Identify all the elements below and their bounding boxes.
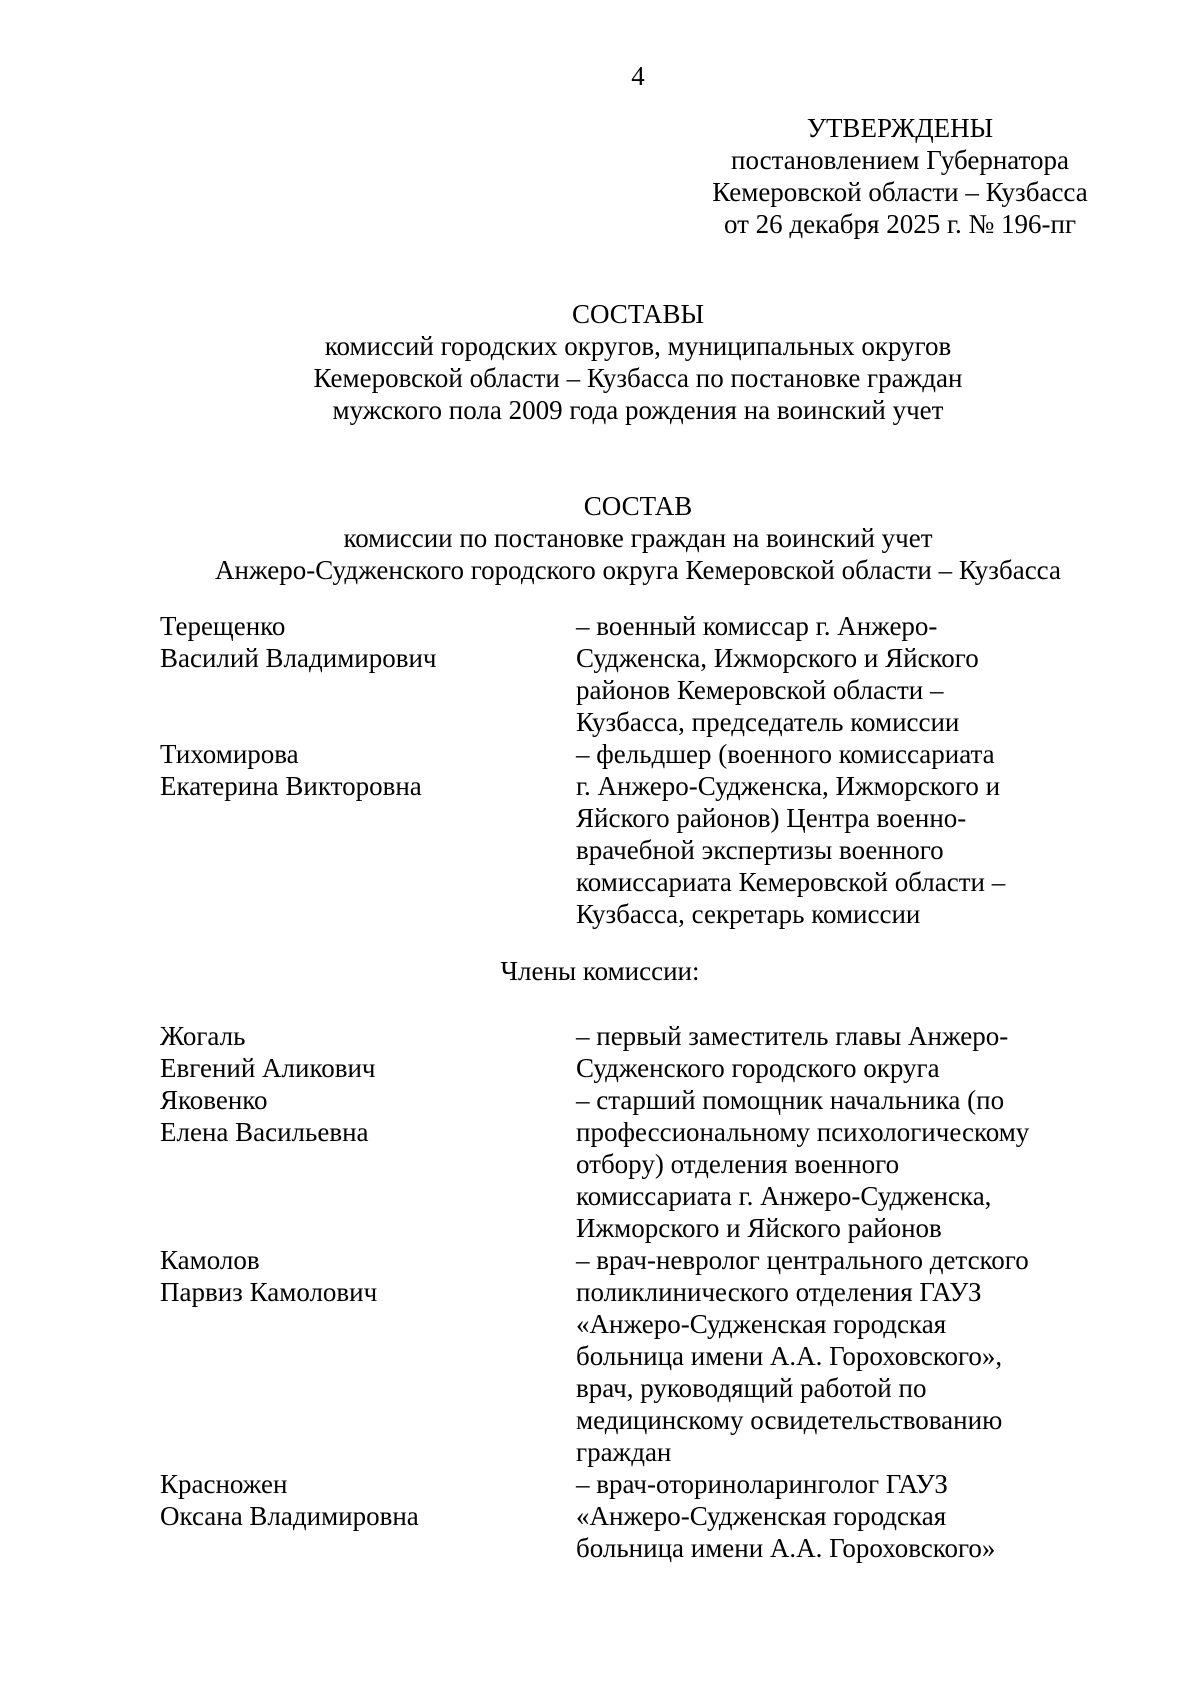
- member-entry: [160, 1020, 1060, 1084]
- approval-line: постановлением Губернатора: [731, 145, 1069, 175]
- role-line: больница имени А.А. Гороховского»: [576, 1533, 996, 1563]
- member-name: [160, 1468, 576, 1564]
- role-line: – военный комиссар г. Анжеро-: [576, 611, 938, 641]
- role-line: комиссариата Кемеровской области –: [576, 867, 1006, 897]
- role-line: поликлинического отделения ГАУЗ: [576, 1277, 982, 1307]
- title-line: комиссий городских округов, муниципальных округов: [324, 331, 952, 361]
- role-line: врач, руководящий работой по: [576, 1373, 927, 1403]
- role-line: районов Кемеровской области –: [576, 675, 944, 705]
- section-title-line: комиссии по постановке граждан на воинский учет: [343, 523, 933, 553]
- approval-line: Кемеровской области – Кузбасса: [712, 177, 1088, 207]
- role-line: «Анжеро-Судженская городская: [576, 1309, 947, 1339]
- title-line: СОСТАВЫ: [571, 299, 705, 329]
- member-name: [160, 1020, 576, 1084]
- role-line: – старший помощник начальника (по: [576, 1085, 1005, 1115]
- role-line: «Анжеро-Судженская городская: [576, 1501, 947, 1531]
- member-given-names: Оксана Владимировна: [160, 1501, 419, 1531]
- member-name: [160, 1244, 576, 1468]
- member-given-names: Василий Владимирович: [160, 643, 437, 673]
- member-surname: Жогаль: [160, 1021, 246, 1051]
- member-role: [576, 1020, 1056, 1084]
- member-entry: [160, 1244, 1060, 1468]
- member-surname: Красножен: [160, 1469, 288, 1499]
- role-line: – врач-невролог центрального детского: [576, 1245, 1029, 1275]
- title-line: мужского пола 2009 года рождения на воинский учет: [332, 395, 944, 425]
- role-line: г. Анжеро-Судженска, Ижморского и: [576, 771, 1001, 801]
- member-entry: [160, 738, 1060, 930]
- section-title-line: Анжеро-Судженского городского округа Кемеровской области – Кузбасса: [215, 555, 1061, 585]
- member-name: [160, 1084, 576, 1244]
- role-line: – фельдшер (военного комиссариата: [576, 739, 995, 769]
- member-role: [576, 1468, 1056, 1564]
- section-title: [0, 490, 1200, 586]
- member-name: [160, 610, 576, 738]
- approval-line: от 26 декабря 2025 г. № 196-пг: [723, 209, 1077, 239]
- member-given-names: Елена Васильевна: [160, 1117, 369, 1147]
- member-given-names: Евгений Аликович: [160, 1053, 376, 1083]
- page-number: 4: [631, 61, 645, 91]
- role-line: – первый заместитель главы Анжеро-: [576, 1021, 1009, 1051]
- section-title-line: СОСТАВ: [583, 491, 693, 521]
- document-title: [0, 298, 1200, 426]
- member-entry: [160, 1468, 1060, 1564]
- role-line: врачебной экспертизы военного: [576, 835, 944, 865]
- role-line: профессиональному психологическому: [576, 1117, 1030, 1147]
- role-line: граждан: [576, 1437, 672, 1467]
- member-surname: Терещенко: [160, 611, 286, 641]
- role-line: больница имени А.А. Гороховского»,: [576, 1341, 1003, 1371]
- role-line: Судженска, Ижморского и Яйского: [576, 643, 979, 673]
- title-line: Кемеровской области – Кузбасса по постановке граждан: [313, 363, 963, 393]
- member-surname: Камолов: [160, 1245, 260, 1275]
- member-role: [576, 1084, 1056, 1244]
- member-given-names: Екатерина Викторовна: [160, 771, 422, 801]
- member-name: [160, 738, 576, 930]
- role-line: Кузбасса, секретарь комиссии: [576, 899, 921, 929]
- members-heading: Члены комиссии:: [500, 956, 700, 986]
- role-line: комиссариата г. Анжеро-Судженска,: [576, 1181, 992, 1211]
- member-entry: [160, 610, 1060, 738]
- member-surname: Тихомирова: [160, 739, 299, 769]
- member-given-names: Парвиз Камолович: [160, 1277, 378, 1307]
- member-entry: [160, 1084, 1060, 1244]
- role-line: Судженского городского округа: [576, 1053, 940, 1083]
- approval-line: УТВЕРЖДЕНЫ: [806, 113, 994, 143]
- role-line: – врач-оториноларинголог ГАУЗ: [576, 1469, 948, 1499]
- members-list: [160, 1020, 1060, 1564]
- approval-stamp: [700, 112, 1100, 240]
- member-role: [576, 610, 1056, 738]
- leaders-list: [160, 610, 1060, 930]
- role-line: Кузбасса, председатель комиссии: [576, 707, 960, 737]
- role-line: Ижморского и Яйского районов: [576, 1213, 942, 1243]
- member-surname: Яковенко: [160, 1085, 268, 1115]
- role-line: медицинскому освидетельствованию: [576, 1405, 1003, 1435]
- role-line: отбору) отделения военного: [576, 1149, 900, 1179]
- member-role: [576, 738, 1056, 930]
- role-line: Яйского районов) Центра военно-: [576, 803, 967, 833]
- member-role: [576, 1244, 1056, 1468]
